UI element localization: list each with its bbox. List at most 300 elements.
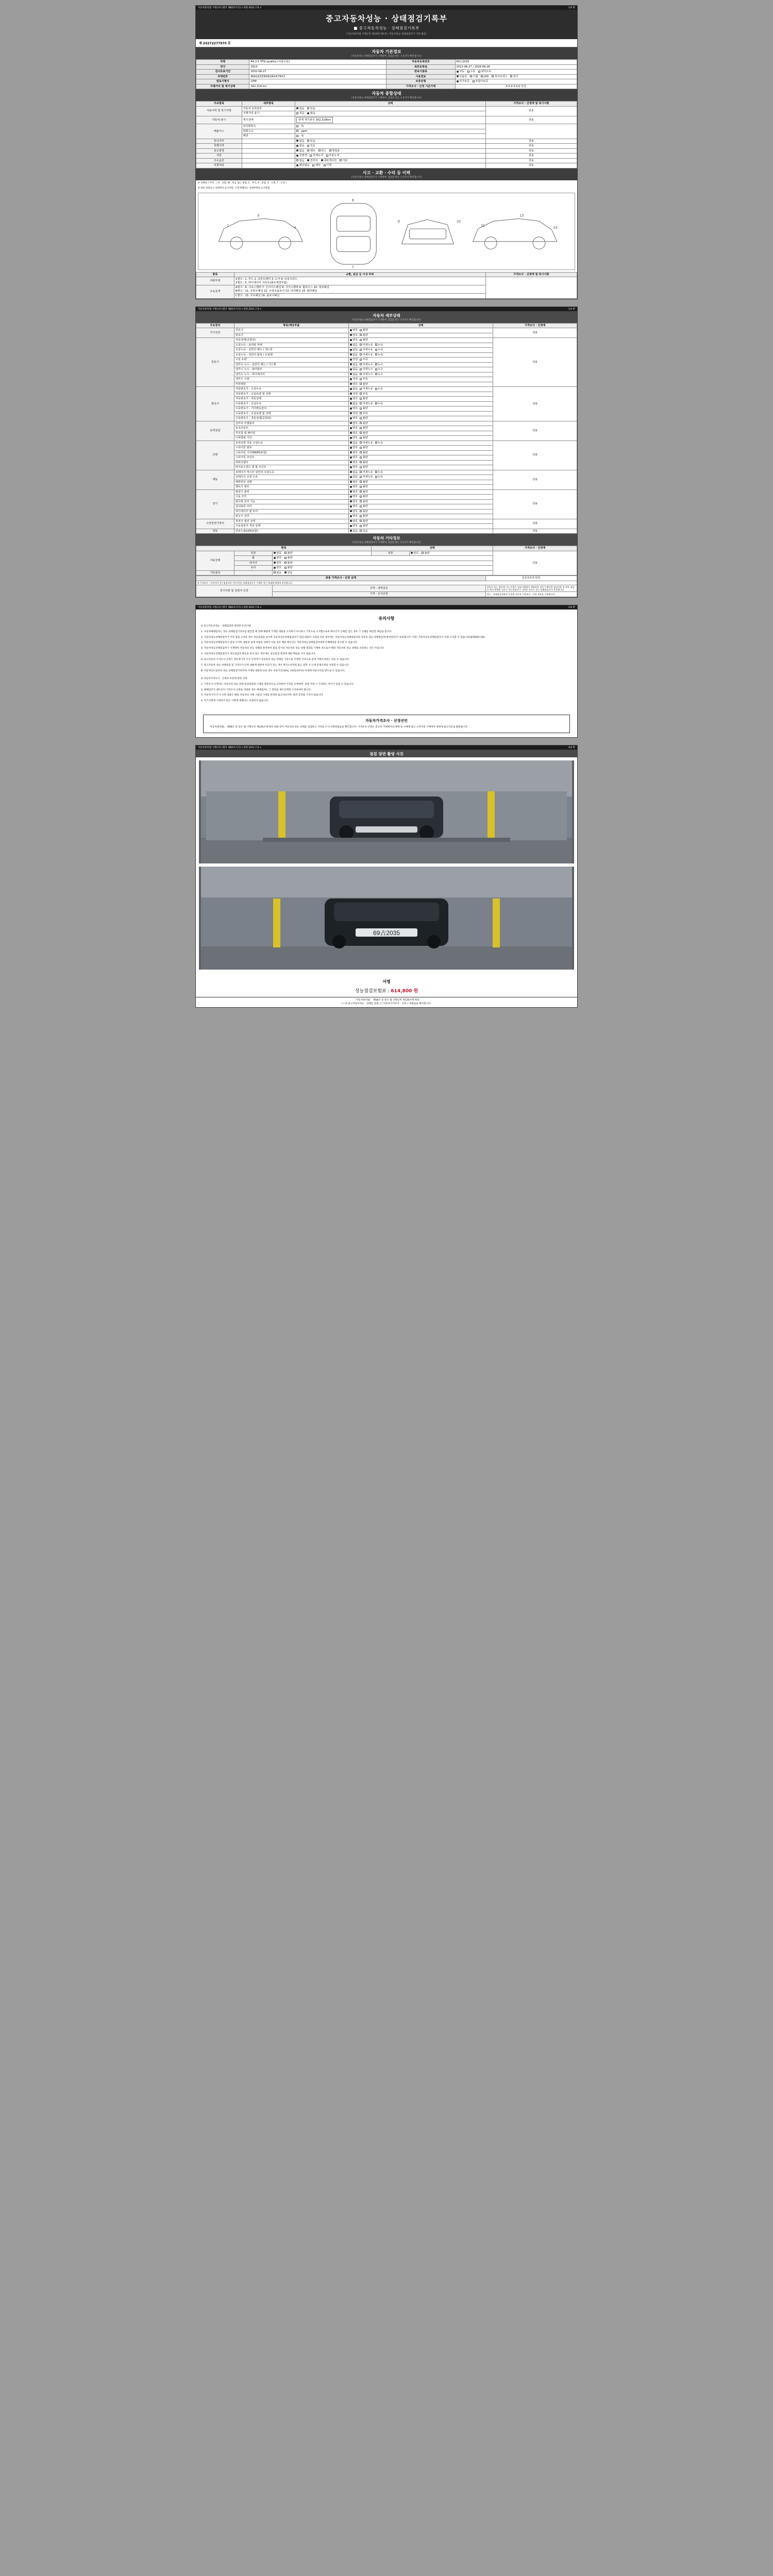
opt-none-11[interactable]: 없음: [296, 159, 305, 163]
detail-title: 자동차 세부상태: [373, 313, 400, 318]
checkbox-icon[interactable]: [360, 363, 362, 365]
photo-title: 점검 장면 촬영 사진: [369, 751, 404, 756]
checkbox-icon[interactable]: [360, 344, 362, 346]
notice-item: 2. 매매업자가 매수인이 가격조사·산정을 의뢰한 경우 매매업자는 그 결과를 매수인에게 고지하여야 합니다.: [201, 688, 312, 691]
checkbox-icon[interactable]: [350, 359, 352, 361]
detail-item-label: 라디에이터 팬 모터: [234, 509, 348, 514]
detail-option[interactable]: [360, 368, 373, 371]
checkbox-icon[interactable]: [360, 481, 362, 483]
checkbox-icon[interactable]: [360, 353, 362, 355]
detail-col-1: 주요장치: [196, 323, 234, 328]
checkbox-icon[interactable]: [360, 427, 362, 429]
checkbox-icon[interactable]: [375, 402, 377, 404]
checkbox-icon[interactable]: [360, 412, 362, 414]
detail-option-label: 부족: [362, 358, 368, 361]
checkbox-icon[interactable]: [350, 339, 352, 341]
tuning-yes[interactable]: 있음: [307, 140, 315, 143]
overall-note-12: 전용: [485, 163, 577, 168]
detail-option[interactable]: [350, 436, 358, 440]
checkbox-icon[interactable]: [360, 466, 362, 468]
checkbox-icon[interactable]: [360, 359, 362, 361]
checkbox-icon[interactable]: [360, 437, 362, 439]
checkbox-icon[interactable]: [360, 432, 362, 434]
etc-key-5: [234, 570, 272, 575]
detail-option[interactable]: [375, 442, 383, 445]
detail-option[interactable]: [360, 393, 368, 396]
warranty-insurance[interactable]: 보험사보증: [473, 80, 489, 83]
detail-option[interactable]: [360, 397, 368, 401]
color-partial[interactable]: 부분도색: [326, 154, 340, 158]
table-row: [196, 74, 577, 79]
ext-bad[interactable]: 불량: [284, 552, 293, 555]
amount-d2: 0: [525, 577, 527, 580]
detail-option[interactable]: [360, 490, 368, 494]
detail-option[interactable]: [350, 412, 358, 416]
sheet2-topbar: [196, 307, 577, 311]
checkbox-icon[interactable]: [350, 432, 352, 434]
detail-option[interactable]: [360, 476, 373, 479]
detail-option[interactable]: [350, 442, 358, 445]
opt-more[interactable]: 많음: [307, 112, 315, 115]
detail-option[interactable]: [350, 481, 358, 484]
label-year: 연식: [196, 64, 249, 70]
checkbox-icon[interactable]: [350, 525, 352, 527]
checkbox-icon[interactable]: [360, 447, 362, 449]
detail-option[interactable]: [375, 368, 383, 371]
checkbox-icon[interactable]: [350, 520, 352, 522]
unit-pct2: %: [301, 134, 304, 138]
detail-option[interactable]: [360, 524, 368, 528]
detail-option[interactable]: [360, 358, 368, 362]
checkbox-icon[interactable]: [375, 476, 377, 478]
detail-item-label: 자동변속기 - 작동상태: [234, 397, 348, 402]
detail-option[interactable]: [350, 515, 358, 518]
accident-note-1: ※ 상태표시 부호 : ( X : 교환, W : 판금 또는 용접, C : 부식, A : 흠집, U : 요철, T : 손상 ): [198, 181, 287, 184]
checkbox-icon[interactable]: [350, 427, 352, 429]
checkbox-icon[interactable]: [360, 525, 362, 527]
detail-option[interactable]: [350, 510, 358, 514]
detail-option[interactable]: [350, 524, 358, 528]
fuel-diesel[interactable]: 디젤: [470, 75, 478, 79]
detail-option[interactable]: [360, 363, 373, 367]
detail-option[interactable]: [375, 471, 383, 474]
notice-item: 6. 중고자동차 가격조사·산정은 자동차가격 조사·산정자가 자동차의 성능·상태를 기준으로 산정한 가격으로 실제 거래가격과는 다를 수 있습니다.: [201, 658, 350, 662]
detail-option[interactable]: [360, 466, 368, 469]
detail-option[interactable]: [360, 461, 368, 465]
wheel-bad[interactable]: 불량: [284, 556, 293, 560]
detail-option[interactable]: [350, 500, 358, 504]
checkbox-icon[interactable]: [350, 363, 352, 365]
detail-option[interactable]: [350, 353, 358, 357]
checkbox-icon[interactable]: [350, 422, 352, 424]
opt-yes-1[interactable]: 있음: [307, 107, 315, 111]
detail-option[interactable]: [360, 373, 373, 377]
checkbox-icon[interactable]: [375, 363, 377, 365]
detail-group-note: 전용: [493, 328, 577, 338]
checkbox-icon[interactable]: [350, 490, 352, 493]
checkbox-icon[interactable]: [360, 461, 362, 463]
checkbox-icon[interactable]: [350, 373, 352, 375]
warranty-self[interactable]: 자가보증: [457, 80, 470, 83]
detail-option[interactable]: [360, 402, 373, 406]
overall-state-7: [295, 139, 486, 144]
checkbox-icon[interactable]: [350, 408, 352, 410]
detail-option[interactable]: [350, 417, 358, 420]
checkbox-icon[interactable]: [375, 442, 377, 444]
checkbox-icon[interactable]: [360, 496, 362, 498]
opt-etc[interactable]: 기타: [340, 159, 348, 163]
detail-option[interactable]: [375, 402, 383, 406]
detail-option[interactable]: [360, 387, 373, 391]
detail-col-4: 가격조사 · 산정액: [493, 323, 577, 328]
label-fuel: 사용연료: [386, 74, 455, 79]
checkbox-icon[interactable]: [350, 476, 352, 478]
detail-option[interactable]: [360, 500, 368, 504]
checkbox-icon[interactable]: [350, 388, 352, 390]
value-fuel: [455, 74, 577, 79]
detail-option[interactable]: [360, 427, 368, 430]
detail-option[interactable]: [350, 471, 358, 474]
detail-option[interactable]: [360, 495, 368, 499]
checkbox-icon[interactable]: [360, 456, 362, 459]
checkbox-icon[interactable]: [360, 378, 362, 380]
detail-option[interactable]: [350, 348, 358, 352]
detail-option[interactable]: [350, 490, 358, 494]
detail-option[interactable]: [375, 387, 383, 391]
svg-text:1: 1: [227, 224, 229, 228]
detail-option[interactable]: [360, 334, 368, 337]
checkbox-icon[interactable]: [360, 329, 362, 331]
checkbox-icon[interactable]: [360, 393, 362, 395]
detail-option[interactable]: [350, 520, 358, 523]
detail-option[interactable]: [360, 505, 368, 509]
value-first-reg: 2013-06-27 / 2026-06-26: [455, 64, 577, 70]
checkbox-icon[interactable]: [360, 510, 362, 512]
use-none[interactable]: 없음: [296, 149, 305, 153]
fuel-gasoline[interactable]: 가솔린: [457, 75, 467, 79]
use-lease[interactable]: 리스: [318, 149, 327, 153]
checkbox-icon[interactable]: [360, 402, 362, 404]
car-outline-svg: [198, 193, 575, 269]
checkbox-icon[interactable]: [350, 353, 352, 355]
detail-item-state: [348, 377, 493, 382]
glass-good[interactable]: 양호: [274, 566, 282, 570]
checkbox-icon[interactable]: [350, 510, 352, 512]
checkbox-icon[interactable]: [350, 334, 352, 336]
detail-option[interactable]: [375, 373, 383, 377]
detail-option[interactable]: [350, 530, 358, 533]
checkbox-icon[interactable]: [350, 505, 352, 507]
checkbox-icon[interactable]: [360, 383, 362, 385]
detail-option-label: 양호: [352, 338, 358, 342]
checkbox-icon[interactable]: [360, 422, 362, 424]
detail-option-label: 양호: [352, 466, 358, 469]
wheel-good[interactable]: 양호: [274, 556, 282, 560]
checkbox-icon[interactable]: [360, 471, 362, 473]
checkbox-icon[interactable]: [375, 368, 377, 370]
use-rent[interactable]: 렌트: [307, 149, 315, 153]
transmission-manual[interactable]: 수동: [467, 70, 476, 74]
detail-option[interactable]: [375, 344, 383, 347]
detail-option[interactable]: [350, 387, 358, 391]
mileage-display: 현재 계기판의 162,319km: [296, 117, 333, 124]
detail-option[interactable]: [375, 363, 383, 367]
fuel-lpg[interactable]: LPG: [481, 75, 489, 79]
overall-subtitle: (자동차성능·상태점검자가 기재하며, 점검을 받는 소유자가 확인합니다): [351, 97, 422, 99]
int-good[interactable]: 양호: [411, 552, 419, 555]
detail-option[interactable]: [360, 378, 368, 381]
checkbox-icon[interactable]: [375, 373, 377, 375]
detail-option[interactable]: [350, 466, 358, 469]
checkbox-icon[interactable]: [350, 383, 352, 385]
detail-option[interactable]: [360, 530, 368, 533]
detail-option-label: 양호: [352, 519, 358, 523]
detail-option[interactable]: [350, 451, 358, 455]
detail-option-label: 양호: [352, 461, 358, 464]
overall-note-8: 전용: [485, 144, 577, 149]
detail-option-label: 불량: [362, 500, 368, 503]
checkbox-icon[interactable]: [350, 344, 352, 346]
checkbox-icon[interactable]: [360, 349, 362, 351]
detail-option-label: 양호: [352, 515, 358, 518]
declaration-box: [203, 715, 570, 733]
detail-option[interactable]: [360, 412, 368, 416]
detail-option[interactable]: [360, 338, 368, 342]
checkbox-icon[interactable]: [360, 505, 362, 507]
detail-option-label: 누유: [378, 343, 383, 347]
recall-na[interactable]: 해당없음: [296, 164, 310, 167]
checkbox-icon[interactable]: [375, 344, 377, 346]
detail-option[interactable]: [350, 402, 358, 406]
checkbox-icon[interactable]: [350, 398, 352, 400]
value-inspect-valid: 2032-06-27: [249, 70, 386, 75]
detail-option[interactable]: [360, 485, 368, 489]
detail-option[interactable]: [350, 344, 358, 347]
detail-option[interactable]: [350, 476, 358, 479]
checkbox-icon[interactable]: [350, 456, 352, 459]
detail-item-label: 실내송풍 모터: [234, 504, 348, 510]
checkbox-icon[interactable]: [360, 388, 362, 390]
checkbox-icon[interactable]: [375, 353, 377, 355]
checkbox-icon[interactable]: [350, 515, 352, 517]
transmission-auto[interactable]: 자동: [457, 70, 465, 74]
detail-option[interactable]: [360, 417, 368, 420]
detail-option-label: 부족: [362, 378, 368, 381]
detail-option[interactable]: [350, 427, 358, 430]
opt-none-1[interactable]: 없음: [296, 107, 305, 111]
checkbox-icon[interactable]: [350, 447, 352, 449]
checkbox-icon[interactable]: [350, 496, 352, 498]
detail-option[interactable]: [360, 520, 368, 523]
detail-option[interactable]: [375, 353, 383, 357]
detail-item-label: 오일누유 - 실린더 블록 / 오일팬: [234, 352, 348, 358]
label-inspect-valid: 검사유효기간: [196, 70, 249, 75]
detail-option[interactable]: [360, 432, 368, 435]
detail-option-label: 불량: [362, 480, 368, 484]
detail-option[interactable]: [350, 456, 358, 460]
detail-option[interactable]: [360, 442, 373, 445]
checkbox-icon[interactable]: [360, 368, 362, 370]
detail-option[interactable]: [350, 378, 358, 381]
detail-option[interactable]: [360, 383, 368, 386]
detail-option[interactable]: [360, 344, 373, 347]
detail-option[interactable]: [360, 446, 368, 450]
basic-info-subtitle: (자동차성능·상태점검자가 기재하며, 점검을 받는 소유자가 확인합니다): [351, 55, 422, 58]
checkbox-icon[interactable]: [360, 398, 362, 400]
etc-state-1: [272, 551, 371, 556]
checkbox-icon[interactable]: [350, 417, 352, 419]
detail-option[interactable]: [360, 353, 373, 357]
checkbox-icon[interactable]: [350, 329, 352, 331]
detail-option[interactable]: [350, 338, 358, 342]
checkbox-icon[interactable]: [350, 442, 352, 444]
detail-option-label: 양호: [352, 505, 358, 508]
fuel-electric[interactable]: 전기: [510, 75, 518, 79]
checkbox-icon[interactable]: [360, 476, 362, 478]
checkbox-icon[interactable]: [350, 530, 352, 532]
opt-sunroof[interactable]: 썬루프: [307, 159, 318, 163]
detail-option[interactable]: [360, 510, 368, 514]
checkbox-icon[interactable]: [350, 378, 352, 380]
detail-item-state: [348, 426, 493, 431]
checkbox-icon[interactable]: [350, 481, 352, 483]
detail-option[interactable]: [360, 471, 373, 474]
acc-val-2b: B랭크 : 11. 프론트패널 12. 트렁크플로어 13. 리어패널 14. 필러패널: [235, 289, 317, 293]
detail-option[interactable]: [375, 476, 383, 479]
opt-less[interactable]: 적음: [296, 112, 305, 115]
checkbox-icon[interactable]: [375, 471, 377, 473]
tire-bad[interactable]: 불량: [284, 562, 293, 565]
checkbox-icon[interactable]: [375, 349, 377, 351]
detail-option[interactable]: [350, 505, 358, 509]
checkbox-icon[interactable]: [360, 490, 362, 493]
detail-item-state: [348, 431, 493, 436]
fuel-hybrid[interactable]: 하이브리드: [492, 75, 508, 79]
detail-option[interactable]: [350, 373, 358, 377]
detail-item-label: 와이퍼 모터 기능: [234, 499, 348, 504]
checkbox-icon[interactable]: [350, 500, 352, 502]
detail-option[interactable]: [360, 456, 368, 460]
detail-option[interactable]: [360, 348, 373, 352]
detail-option[interactable]: [350, 407, 358, 411]
checkbox-icon[interactable]: [360, 500, 362, 502]
checkbox-icon[interactable]: [350, 402, 352, 404]
detail-option[interactable]: [360, 329, 368, 332]
sheet-1: [195, 5, 578, 299]
detail-option[interactable]: [360, 515, 368, 518]
basic-yes[interactable]: 있음: [284, 571, 293, 575]
glass-bad[interactable]: 불량: [284, 566, 293, 570]
table-row: [196, 338, 577, 343]
checkbox-icon[interactable]: [360, 442, 362, 444]
checkbox-icon[interactable]: [360, 486, 362, 488]
tuning-none[interactable]: 없음: [296, 140, 305, 143]
detail-option[interactable]: [350, 358, 358, 362]
checkbox-icon[interactable]: [360, 373, 362, 375]
checkbox-icon[interactable]: [350, 349, 352, 351]
special-none[interactable]: 없음: [296, 144, 305, 148]
detail-option[interactable]: [375, 348, 383, 352]
checkbox-icon[interactable]: [375, 388, 377, 390]
remarks-key-1: 금액 · 내역검증: [272, 585, 485, 592]
detail-option-label: 불량: [362, 431, 368, 435]
basic-none[interactable]: 없음: [274, 571, 282, 575]
detail-option[interactable]: [350, 432, 358, 435]
special-yes[interactable]: 있음: [307, 144, 315, 148]
color-full[interactable]: 전체도색: [310, 154, 323, 158]
etc-col-3: 가격조사 · 산정액: [493, 546, 577, 551]
detail-option[interactable]: [350, 461, 358, 465]
detail-option-label: 누수: [378, 372, 383, 376]
checkbox-icon[interactable]: [360, 417, 362, 419]
checkbox-icon[interactable]: [360, 520, 362, 522]
checkbox-icon[interactable]: [360, 515, 362, 517]
detail-item-label: 자동변속기 - 오일유량 및 상태: [234, 392, 348, 397]
recall-yes[interactable]: 해당: [312, 164, 321, 167]
detail-group-note: 전용: [493, 421, 577, 440]
checkbox-icon[interactable]: [360, 408, 362, 410]
detail-option[interactable]: [350, 383, 358, 386]
detail-option[interactable]: [350, 495, 358, 499]
detail-option[interactable]: [350, 329, 358, 332]
detail-option-label: 부족: [362, 412, 368, 415]
amount-d3: 0: [527, 577, 529, 580]
tire-good[interactable]: 양호: [274, 562, 282, 565]
detail-option-label: 불량: [362, 436, 368, 439]
checkbox-icon[interactable]: [350, 368, 352, 370]
detail-option[interactable]: [360, 436, 368, 440]
detail-option[interactable]: [360, 407, 368, 411]
table-header-row: [196, 272, 577, 277]
checkbox-icon[interactable]: [360, 334, 362, 336]
detail-option[interactable]: [350, 393, 358, 396]
recall-done[interactable]: 이행: [324, 164, 332, 167]
checkbox-icon[interactable]: [350, 393, 352, 395]
checkbox-icon[interactable]: [350, 471, 352, 473]
detail-option[interactable]: [350, 422, 358, 426]
value-car-name: A4 2.0 TFSI quattro (사륜구동): [249, 60, 386, 65]
detail-option-label: 있음: [362, 529, 368, 533]
overall-state-10: [295, 154, 486, 159]
checkbox-icon[interactable]: [360, 530, 362, 532]
ext-good[interactable]: 양호: [274, 552, 282, 555]
table-row: [196, 163, 577, 168]
detail-option[interactable]: [350, 446, 358, 450]
detail-option[interactable]: [360, 451, 368, 455]
opt-nav[interactable]: 내비게이션: [321, 159, 337, 163]
detail-option[interactable]: [350, 368, 358, 371]
checkbox-icon[interactable]: [350, 412, 352, 414]
detail-option[interactable]: [350, 363, 358, 367]
int-bad[interactable]: 불량: [422, 552, 430, 555]
checkbox-icon[interactable]: [350, 466, 352, 468]
color-none[interactable]: 무변경: [296, 154, 307, 158]
checkbox-icon[interactable]: [350, 486, 352, 488]
use-commercial[interactable]: 영업용: [329, 149, 340, 153]
checkbox-icon[interactable]: [360, 451, 362, 453]
page-indicator-3: 2/4 쪽: [568, 606, 575, 609]
checkbox-icon[interactable]: [350, 461, 352, 463]
detail-option[interactable]: [350, 397, 358, 401]
detail-option[interactable]: [350, 485, 358, 489]
checkbox-icon[interactable]: [360, 339, 362, 341]
checkbox-icon[interactable]: [350, 437, 352, 439]
detail-option[interactable]: [360, 481, 368, 484]
detail-option[interactable]: [350, 334, 358, 337]
transmission-semi[interactable]: 세미오토: [478, 70, 492, 74]
detail-option[interactable]: [360, 422, 368, 426]
checkbox-icon[interactable]: [350, 451, 352, 453]
